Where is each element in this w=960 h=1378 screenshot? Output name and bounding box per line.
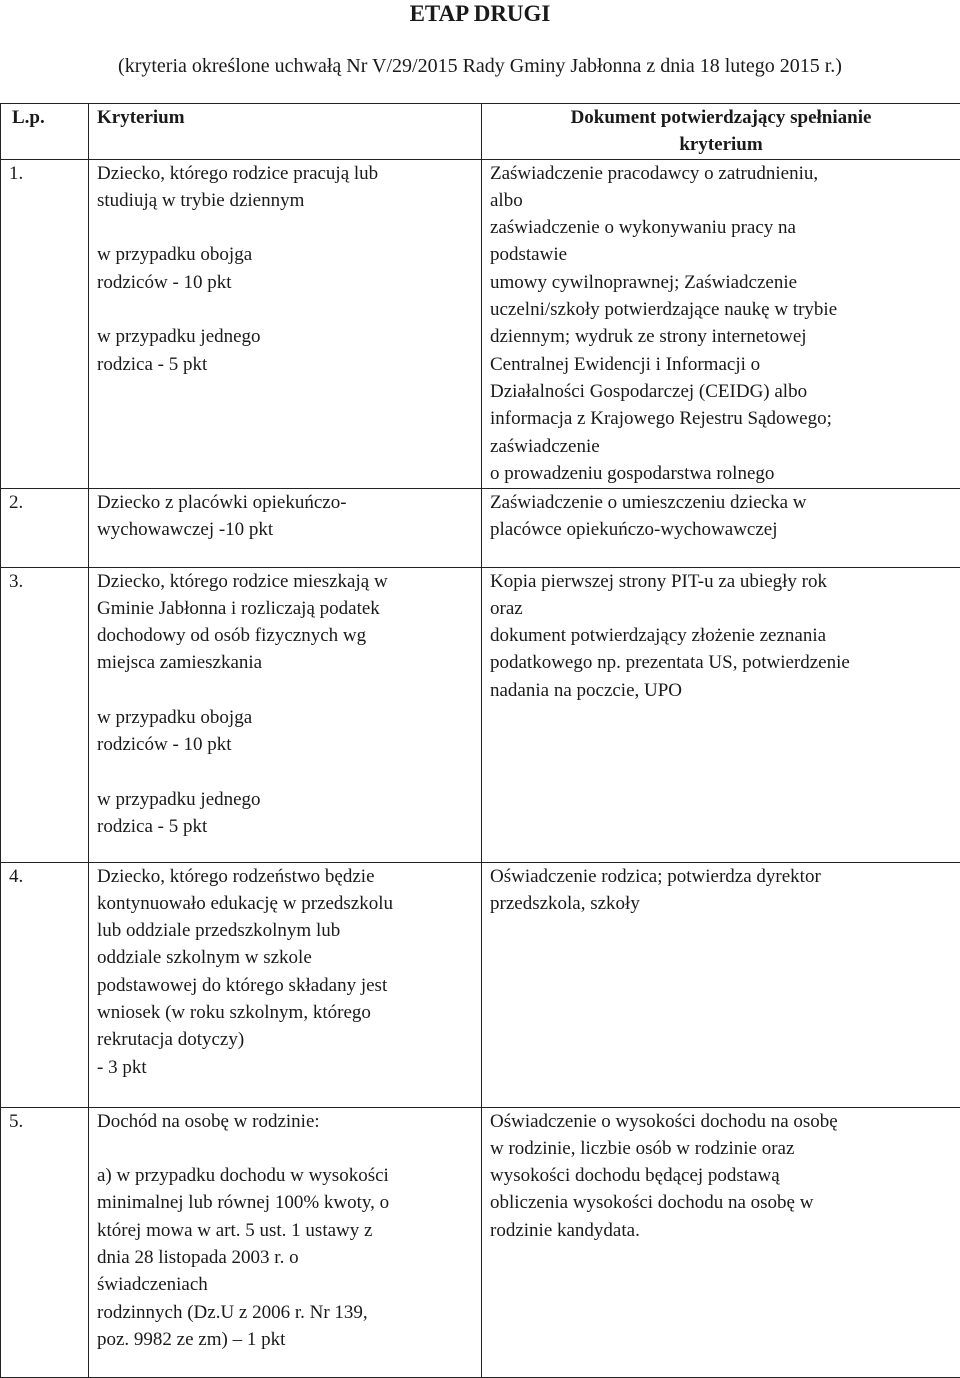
table-row — [1, 862, 960, 1107]
criterion-line: rodzica - 5 pkt — [97, 351, 477, 378]
document-line: przedszkola, szkoły — [490, 890, 956, 917]
row-number: 1. — [1, 159, 89, 488]
criterion-line: rodziców - 10 pkt — [97, 269, 477, 296]
document-line: oraz — [490, 595, 956, 622]
document-cell — [482, 567, 960, 862]
row-number: 3. — [1, 567, 89, 862]
document-line: dokument potwierdzający złożenie zeznania — [490, 622, 956, 649]
document-line: umowy cywilnoprawnej; Zaświadczenie — [490, 269, 956, 296]
document-cell — [482, 1107, 960, 1377]
criterion-line: Dziecko, którego rodzice mieszkają w — [97, 568, 477, 595]
criterion-line: poz. 9982 ze zm) – 1 pkt — [97, 1326, 477, 1353]
criterion-line: rekrutacja dotyczy) — [97, 1026, 477, 1053]
criterion-line: wniosek (w roku szkolnym, którego — [97, 999, 477, 1026]
criterion-line: minimalnej lub równej 100% kwoty, o — [97, 1189, 477, 1216]
criterion-line: w przypadku obojga — [97, 704, 477, 731]
column-header-document-line: Dokument potwierdzający spełnianie — [486, 104, 956, 131]
document-line: nadania na poczcie, UPO — [490, 677, 956, 704]
criterion-line: studiują w trybie dziennym — [97, 187, 477, 214]
criterion-line: w przypadku jednego — [97, 323, 477, 350]
column-header-criterion: Kryterium — [89, 104, 482, 160]
criterion-line: dnia 28 listopada 2003 r. o — [97, 1244, 477, 1271]
table-row — [1, 1107, 960, 1377]
document-line: placówce opiekuńczo-wychowawczej — [490, 516, 956, 543]
column-header-lp: L.p. — [1, 104, 89, 160]
criterion-cell — [89, 862, 482, 1107]
document-line: albo — [490, 187, 956, 214]
document-line: zaświadczenie o wykonywaniu pracy na — [490, 214, 956, 241]
table-header-row — [1, 104, 960, 160]
document-cell — [482, 488, 960, 567]
document-line: uczelni/szkoły potwierdzające naukę w trybie — [490, 296, 956, 323]
document-line: informacja z Krajowego Rejestru Sądowego; — [490, 405, 956, 432]
document-line: Oświadczenie rodzica; potwierdza dyrektor — [490, 863, 956, 890]
criterion-line: świadczeniach — [97, 1271, 477, 1298]
column-header-document — [482, 104, 960, 160]
row-number: 4. — [1, 862, 89, 1107]
document-line: podstawie — [490, 241, 956, 268]
criterion-cell — [89, 159, 482, 488]
blank-line — [97, 759, 477, 786]
document-line: wysokości dochodu będącej podstawą — [490, 1162, 956, 1189]
criterion-line: a) w przypadku dochodu w wysokości — [97, 1162, 477, 1189]
table-row — [1, 159, 960, 488]
criterion-line: oddziale szkolnym w szkole — [97, 944, 477, 971]
criterion-cell — [89, 1107, 482, 1377]
criterion-line: kontynuowało edukację w przedszkolu — [97, 890, 477, 917]
document-line: Oświadczenie o wysokości dochodu na osobę — [490, 1108, 956, 1135]
criterion-line: wychowawczej -10 pkt — [97, 516, 477, 543]
document-line: w rodzinie, liczbie osób w rodzinie oraz — [490, 1135, 956, 1162]
criterion-line: Dochód na osobę w rodzinie: — [97, 1108, 477, 1135]
document-line: Zaświadczenie o umieszczeniu dziecka w — [490, 489, 956, 516]
page-subtitle: (kryteria określone uchwałą Nr V/29/2015 Rady Gminy Jabłonna z dnia 18 lutego 2015 r.) — [0, 54, 960, 78]
document-line: Centralnej Ewidencji i Informacji o — [490, 351, 956, 378]
criterion-line: w przypadku obojga — [97, 241, 477, 268]
document-line: podatkowego np. prezentata US, potwierdzenie — [490, 649, 956, 676]
criterion-line: - 3 pkt — [97, 1054, 477, 1081]
document-line: Działalności Gospodarczej (CEIDG) albo — [490, 378, 956, 405]
criterion-line: Dziecko z placówki opiekuńczo- — [97, 489, 477, 516]
blank-line — [97, 677, 477, 704]
criterion-line: rodzinnych (Dz.U z 2006 r. Nr 139, — [97, 1299, 477, 1326]
document-line: dziennym; wydruk ze strony internetowej — [490, 323, 956, 350]
criterion-line: dochodowy od osób fizycznych wg — [97, 622, 477, 649]
document-line: rodzinie kandydata. — [490, 1217, 956, 1244]
criterion-line: rodziców - 10 pkt — [97, 731, 477, 758]
blank-line — [97, 214, 477, 241]
criterion-line: Dziecko, którego rodzice pracują lub — [97, 160, 477, 187]
criterion-line: Dziecko, którego rodzeństwo będzie — [97, 863, 477, 890]
document-line: Zaświadczenie pracodawcy o zatrudnieniu, — [490, 160, 956, 187]
criteria-table — [0, 103, 960, 1378]
criterion-line: Gminie Jabłonna i rozliczają podatek — [97, 595, 477, 622]
criterion-line: lub oddziale przedszkolnym lub — [97, 917, 477, 944]
table-row — [1, 567, 960, 862]
column-header-document-line: kryterium — [486, 131, 956, 158]
document-cell — [482, 862, 960, 1107]
document-cell — [482, 159, 960, 488]
criterion-line: w przypadku jednego — [97, 786, 477, 813]
document-line: zaświadczenie — [490, 433, 956, 460]
criterion-cell — [89, 567, 482, 862]
document-line: obliczenia wysokości dochodu na osobę w — [490, 1189, 956, 1216]
criterion-line: podstawowej do którego składany jest — [97, 972, 477, 999]
table-row — [1, 488, 960, 567]
criterion-cell — [89, 488, 482, 567]
criterion-line: której mowa w art. 5 ust. 1 ustawy z — [97, 1217, 477, 1244]
row-number: 2. — [1, 488, 89, 567]
row-number: 5. — [1, 1107, 89, 1377]
criterion-line: miejsca zamieszkania — [97, 649, 477, 676]
document-line: Kopia pierwszej strony PIT-u za ubiegły rok — [490, 568, 956, 595]
criterion-line: rodzica - 5 pkt — [97, 813, 477, 840]
document-line: o prowadzeniu gospodarstwa rolnego — [490, 460, 956, 487]
blank-line — [97, 296, 477, 323]
page-title: ETAP DRUGI — [0, 0, 960, 30]
blank-line — [97, 1135, 477, 1162]
